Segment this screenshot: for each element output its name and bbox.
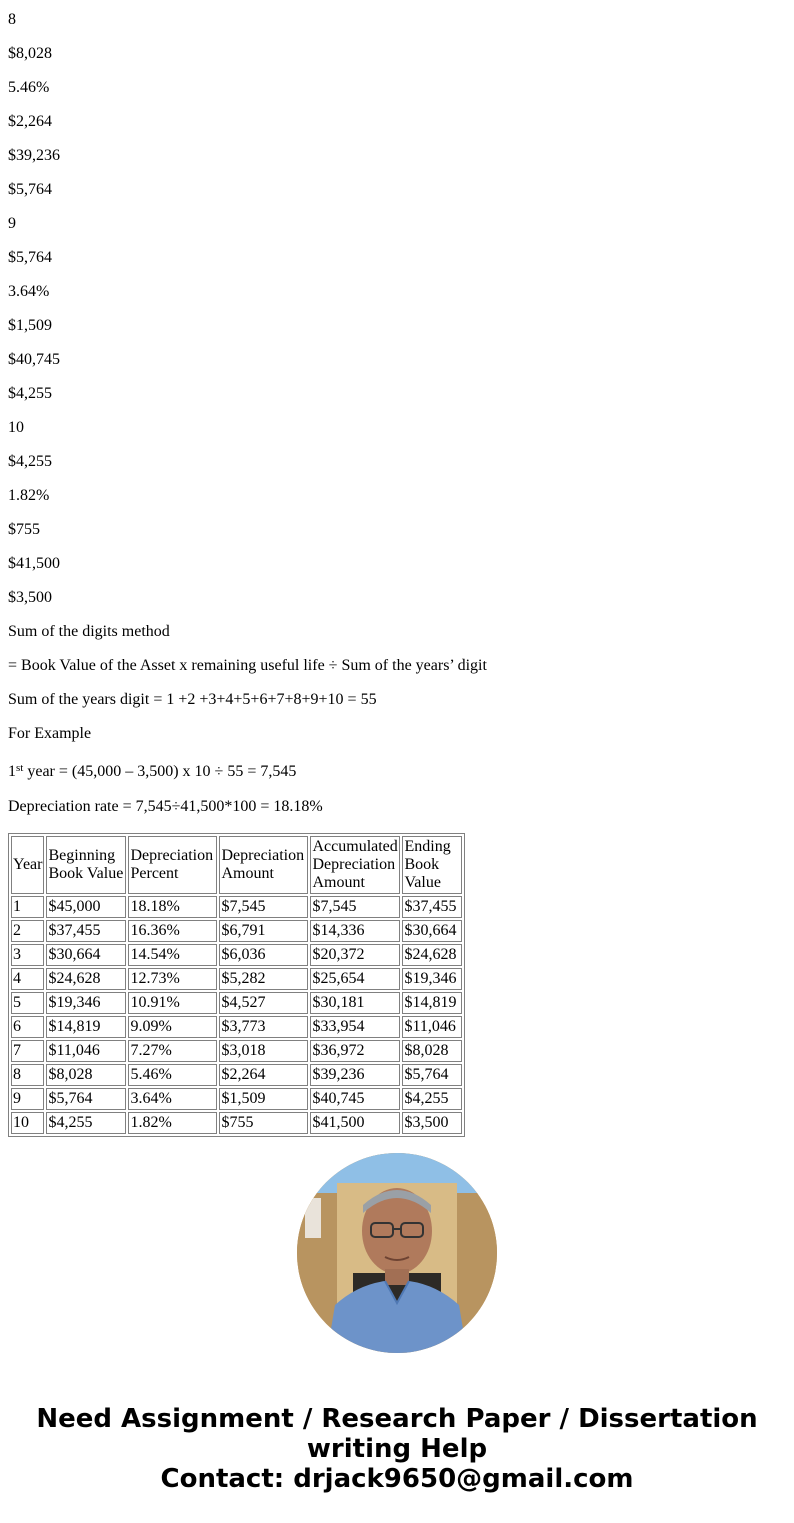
cell-percent: 18.18% [128,896,217,918]
cell-beginning-value: $8,028 [46,1064,126,1086]
example-label: For Example [8,725,92,742]
cell-year: 2 [11,920,44,942]
cell-amount: $755 [219,1112,308,1134]
value-line: $39,236 [8,147,60,164]
cell-accumulated: $40,745 [310,1088,400,1110]
depreciation-table [8,833,465,1137]
cell-amount: $6,791 [219,920,308,942]
cell-amount: $3,018 [219,1040,308,1062]
value-line: $4,255 [8,385,52,402]
cell-accumulated: $41,500 [310,1112,400,1134]
cell-amount: $6,036 [219,944,308,966]
value-line: $5,764 [8,249,52,266]
cell-year: 1 [11,896,44,918]
cell-accumulated: $14,336 [310,920,400,942]
value-line: $2,264 [8,113,52,130]
cell-amount: $4,527 [219,992,308,1014]
author-photo-illustration [297,1153,497,1353]
value-line: 10 [8,419,24,436]
cell-ending-value: $4,255 [402,1088,462,1110]
header-ending-book-value: Ending Book Value [402,836,462,894]
footer-line-1: Need Assignment / Research Paper / Dissertation [36,1404,758,1434]
header-depreciation-amount: Depreciation Amount [219,836,308,894]
cell-ending-value: $37,455 [402,896,462,918]
value-line: $3,500 [8,589,52,606]
value-line: $1,509 [8,317,52,334]
cell-ending-value: $11,046 [402,1016,462,1038]
author-avatar [297,1153,497,1353]
cell-year: 3 [11,944,44,966]
table-row [11,968,462,990]
first-year-calc [8,763,296,781]
cell-year: 5 [11,992,44,1014]
cell-year: 6 [11,1016,44,1038]
ordinal-suffix: st [16,762,24,774]
table-row [11,1112,462,1134]
cell-year: 9 [11,1088,44,1110]
cell-percent: 12.73% [128,968,217,990]
cell-amount: $3,773 [219,1016,308,1038]
footer-line-2: writing Help [306,1434,488,1464]
footer-promo [0,1404,794,1494]
value-line: $41,500 [8,555,60,572]
cell-percent: 10.91% [128,992,217,1014]
cell-beginning-value: $24,628 [46,968,126,990]
cell-beginning-value: $45,000 [46,896,126,918]
cell-beginning-value: $5,764 [46,1088,126,1110]
footer-contact[interactable]: Contact: drjack9650@gmail.com [160,1464,634,1494]
cell-amount: $2,264 [219,1064,308,1086]
value-line: 9 [8,215,16,232]
value-line: $40,745 [8,351,60,368]
cell-beginning-value: $30,664 [46,944,126,966]
value-line: $8,028 [8,45,52,62]
table-row [11,896,462,918]
cell-amount: $5,282 [219,968,308,990]
cell-accumulated: $30,181 [310,992,400,1014]
method-title: Sum of the digits method [8,623,170,640]
cell-percent: 1.82% [128,1112,217,1134]
first-year-number: 1 [8,763,16,780]
cell-year: 8 [11,1064,44,1086]
sum-of-digits: Sum of the years digit = 1 +2 +3+4+5+6+7+8+9+10 = 55 [8,691,377,708]
table-row [11,944,462,966]
table-row [11,1088,462,1110]
cell-ending-value: $8,028 [402,1040,462,1062]
cell-accumulated: $33,954 [310,1016,400,1038]
cell-beginning-value: $11,046 [46,1040,126,1062]
table-row [11,992,462,1014]
cell-accumulated: $7,545 [310,896,400,918]
cell-ending-value: $3,500 [402,1112,462,1134]
cell-percent: 9.09% [128,1016,217,1038]
header-accumulated-depreciation: Accumulated Depreciation Amount [310,836,400,894]
table-row [11,1040,462,1062]
cell-accumulated: $36,972 [310,1040,400,1062]
header-year: Year [11,836,44,894]
cell-year: 7 [11,1040,44,1062]
cell-beginning-value: $14,819 [46,1016,126,1038]
cell-beginning-value: $37,455 [46,920,126,942]
table-row [11,1016,462,1038]
cell-accumulated: $25,654 [310,968,400,990]
cell-ending-value: $24,628 [402,944,462,966]
cell-year: 10 [11,1112,44,1134]
first-year-formula: year = (45,000 – 3,500) x 10 ÷ 55 = 7,545 [23,763,297,780]
cell-beginning-value: $19,346 [46,992,126,1014]
value-line: $4,255 [8,453,52,470]
header-beginning-book-value: Beginning Book Value [46,836,126,894]
value-line: $755 [8,521,40,538]
cell-percent: 16.36% [128,920,217,942]
table-header-row [11,836,462,894]
cell-amount: $7,545 [219,896,308,918]
cell-percent: 5.46% [128,1064,217,1086]
value-line: 1.82% [8,487,50,504]
value-line: $5,764 [8,181,52,198]
cell-ending-value: $19,346 [402,968,462,990]
header-depreciation-percent: Depreciation Percent [128,836,217,894]
cell-ending-value: $30,664 [402,920,462,942]
cell-percent: 14.54% [128,944,217,966]
table-row [11,1064,462,1086]
cell-percent: 3.64% [128,1088,217,1110]
value-line: 5.46% [8,79,50,96]
table-row [11,920,462,942]
depreciation-rate: Depreciation rate = 7,545÷41,500*100 = 18.18% [8,798,323,815]
value-line: 8 [8,11,16,28]
value-line: 3.64% [8,283,50,300]
cell-accumulated: $39,236 [310,1064,400,1086]
cell-beginning-value: $4,255 [46,1112,126,1134]
cell-ending-value: $14,819 [402,992,462,1014]
cell-amount: $1,509 [219,1088,308,1110]
method-formula: = Book Value of the Asset x remaining useful life ÷ Sum of the years’ digit [8,657,487,674]
cell-year: 4 [11,968,44,990]
cell-percent: 7.27% [128,1040,217,1062]
cell-ending-value: $5,764 [402,1064,462,1086]
cell-accumulated: $20,372 [310,944,400,966]
